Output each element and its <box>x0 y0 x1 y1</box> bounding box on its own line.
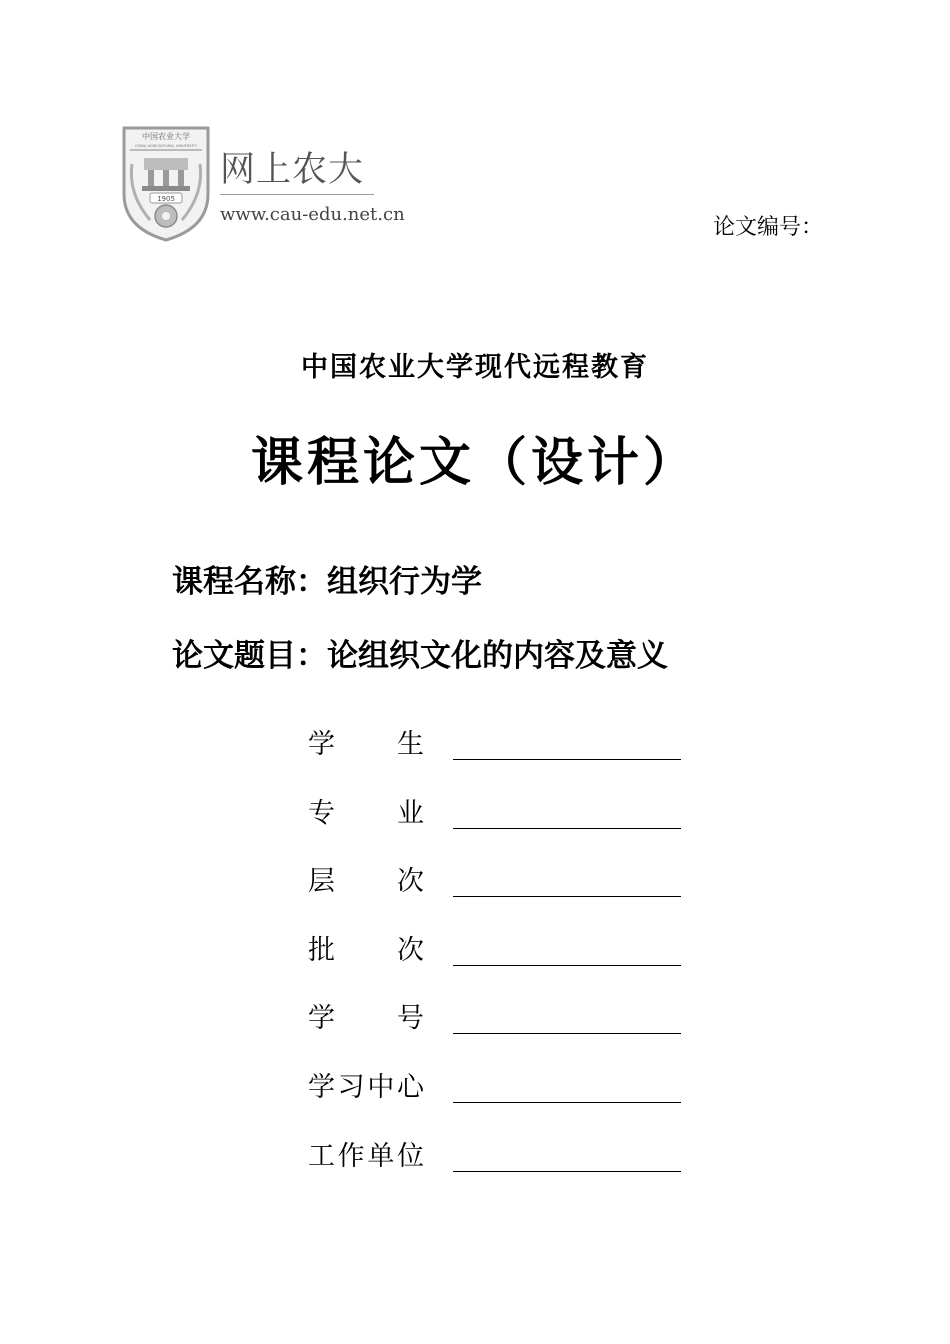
label-char: 工 <box>308 1140 335 1172</box>
field-learning-center <box>308 1068 688 1137</box>
field-label <box>308 931 424 971</box>
label-char: 次 <box>397 934 424 966</box>
institution-title: 中国农业大学现代远程教育 <box>301 352 649 383</box>
field-blank-line[interactable] <box>453 1102 681 1103</box>
field-major <box>308 794 688 863</box>
course-name-value: 组织行为学 <box>327 564 482 600</box>
label-char: 习 <box>337 1071 365 1103</box>
field-blank-line[interactable] <box>453 759 681 760</box>
course-name-label: 课程名称： <box>172 564 327 600</box>
label-char: 号 <box>397 1003 424 1035</box>
paper-number <box>713 210 824 241</box>
label-char: 层 <box>308 866 335 898</box>
brand-name: 网上农大 <box>220 150 365 190</box>
paper-topic-label: 论文题目： <box>172 638 327 674</box>
label-char: 学 <box>308 1003 335 1035</box>
label-char: 次 <box>397 866 424 898</box>
logo-block <box>120 124 440 244</box>
field-level <box>308 862 688 931</box>
field-label <box>308 999 424 1039</box>
field-work-unit <box>308 1137 688 1206</box>
student-info-form <box>308 725 688 1205</box>
field-label <box>308 1068 424 1108</box>
label-char: 心 <box>396 1071 424 1103</box>
label-char: 学 <box>308 1071 335 1103</box>
field-blank-line[interactable] <box>453 965 681 966</box>
field-batch <box>308 931 688 1000</box>
label-char: 作 <box>337 1140 365 1172</box>
field-blank-line[interactable] <box>453 896 681 897</box>
field-student <box>308 725 688 794</box>
brand-divider <box>220 194 374 195</box>
field-label <box>308 1137 424 1177</box>
field-blank-line[interactable] <box>453 1033 681 1034</box>
label-char: 中 <box>367 1071 395 1103</box>
label-char: 业 <box>397 797 424 829</box>
field-blank-line[interactable] <box>453 1171 681 1172</box>
field-student-id <box>308 999 688 1068</box>
label-char: 单 <box>367 1140 395 1172</box>
label-char: 学 <box>308 729 335 760</box>
label-char: 生 <box>397 729 424 760</box>
document-title: 课程论文（设计） <box>250 433 699 493</box>
paper-topic-line <box>172 630 668 675</box>
paper-topic-value: 论组织文化的内容及意义 <box>327 638 668 674</box>
university-seal-icon <box>120 124 212 242</box>
label-char: 批 <box>308 934 335 966</box>
seal-title: 中国农业大学 <box>142 132 190 141</box>
field-label <box>308 862 424 902</box>
label-char: 专 <box>308 797 335 829</box>
paper-number-label: 论文编号： <box>713 215 824 240</box>
field-blank-line[interactable] <box>453 828 681 829</box>
seal-year: 1905 <box>157 195 175 203</box>
field-label <box>308 794 424 834</box>
seal-english: CHINA AGRICULTURAL UNIVERSITY <box>134 144 198 148</box>
label-char: 位 <box>396 1140 424 1172</box>
brand-url: www.cau-edu.net.cn <box>220 204 405 225</box>
course-name-line <box>172 556 482 601</box>
field-label <box>308 725 424 765</box>
